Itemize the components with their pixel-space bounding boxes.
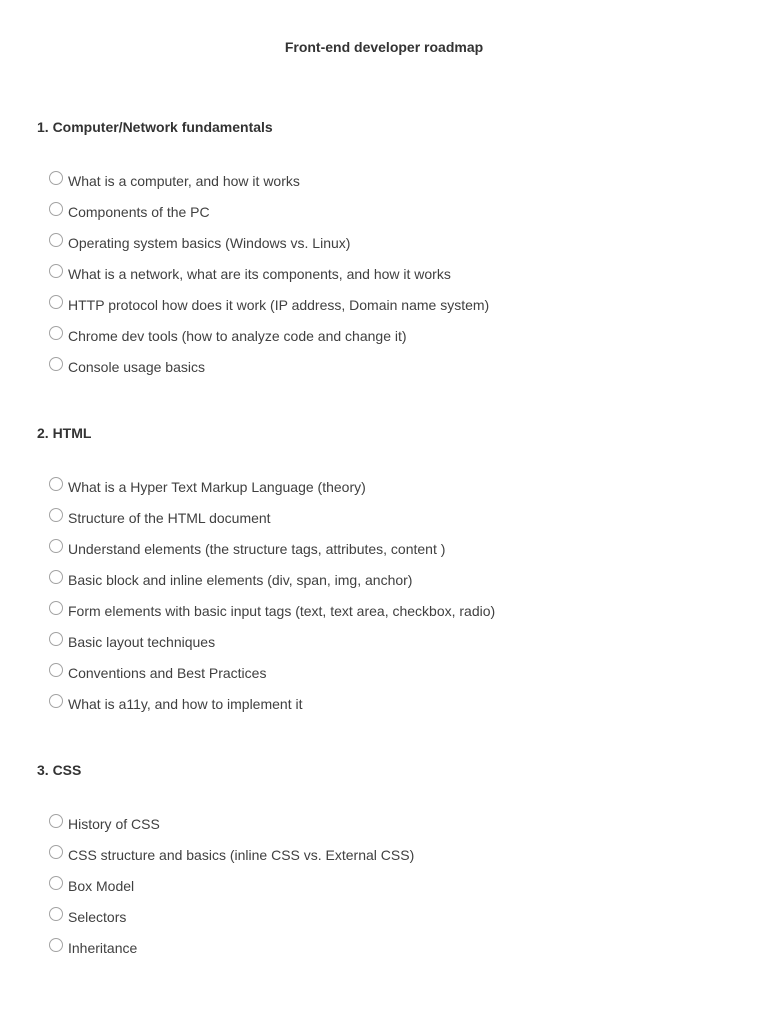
radio-circle-icon[interactable] <box>49 907 63 921</box>
list-item[interactable] <box>49 876 414 907</box>
radio-circle-icon[interactable] <box>49 876 63 890</box>
radio-circle-icon[interactable] <box>49 326 63 340</box>
item-label: Basic block and inline elements (div, span, img, anchor) <box>68 572 413 588</box>
radio-circle-icon[interactable] <box>49 171 63 185</box>
radio-circle-icon[interactable] <box>49 601 63 615</box>
radio-circle-icon[interactable] <box>49 938 63 952</box>
checklist <box>49 171 489 388</box>
item-label: HTTP protocol how does it work (IP address, Domain name system) <box>68 297 490 313</box>
item-label: Chrome dev tools (how to analyze code and change it) <box>68 328 407 344</box>
checklist <box>49 477 495 725</box>
page-title: Front-end developer roadmap <box>284 39 484 55</box>
radio-circle-icon[interactable] <box>49 539 63 553</box>
radio-circle-icon[interactable] <box>49 845 63 859</box>
list-item[interactable] <box>49 601 495 632</box>
item-label: What is a computer, and how it works <box>68 173 300 189</box>
list-item[interactable] <box>49 845 414 876</box>
list-item[interactable] <box>49 326 489 357</box>
list-item[interactable] <box>49 570 495 601</box>
item-label: Box Model <box>68 878 135 894</box>
radio-circle-icon[interactable] <box>49 694 63 708</box>
radio-circle-icon[interactable] <box>49 663 63 677</box>
list-item[interactable] <box>49 539 495 570</box>
radio-circle-icon[interactable] <box>49 508 63 522</box>
list-item[interactable] <box>49 632 495 663</box>
list-item[interactable] <box>49 357 489 388</box>
item-label: Components of the PC <box>68 204 210 220</box>
list-item[interactable] <box>49 295 489 326</box>
list-item[interactable] <box>49 938 414 969</box>
item-label: What is a11y, and how to implement it <box>68 696 303 712</box>
section-heading: 3. CSS <box>37 762 82 778</box>
item-label: CSS structure and basics (inline CSS vs. External CSS) <box>68 847 415 863</box>
list-item[interactable] <box>49 477 495 508</box>
item-label: Understand elements (the structure tags, attributes, content ) <box>68 541 446 557</box>
section-heading: 1. Computer/Network fundamentals <box>37 119 273 135</box>
section-heading: 2. HTML <box>37 425 92 441</box>
list-item[interactable] <box>49 171 489 202</box>
item-label: Form elements with basic input tags (text, text area, checkbox, radio) <box>68 603 496 619</box>
list-item[interactable] <box>49 508 495 539</box>
list-item[interactable] <box>49 694 495 725</box>
section-css <box>37 761 737 956</box>
list-item[interactable] <box>49 663 495 694</box>
item-label: Conventions and Best Practices <box>68 665 267 681</box>
list-item[interactable] <box>49 907 414 938</box>
radio-circle-icon[interactable] <box>49 295 63 309</box>
radio-circle-icon[interactable] <box>49 357 63 371</box>
item-label: Selectors <box>68 909 127 925</box>
item-label: What is a Hyper Text Markup Language (theory) <box>68 479 366 495</box>
radio-circle-icon[interactable] <box>49 632 63 646</box>
list-item[interactable] <box>49 814 414 845</box>
item-label: Console usage basics <box>68 359 205 375</box>
list-item[interactable] <box>49 264 489 295</box>
radio-circle-icon[interactable] <box>49 202 63 216</box>
radio-circle-icon[interactable] <box>49 570 63 584</box>
item-label: Inheritance <box>68 940 138 956</box>
radio-circle-icon[interactable] <box>49 477 63 491</box>
section-computer-network-fundamentals <box>37 118 737 375</box>
item-label: History of CSS <box>68 816 160 832</box>
list-item[interactable] <box>49 233 489 264</box>
section-html <box>37 424 737 712</box>
item-label: Structure of the HTML document <box>68 510 271 526</box>
radio-circle-icon[interactable] <box>49 264 63 278</box>
radio-circle-icon[interactable] <box>49 814 63 828</box>
item-label: Operating system basics (Windows vs. Linux) <box>68 235 351 251</box>
checklist <box>49 814 414 969</box>
radio-circle-icon[interactable] <box>49 233 63 247</box>
item-label: What is a network, what are its components, and how it works <box>68 266 451 282</box>
item-label: Basic layout techniques <box>68 634 216 650</box>
list-item[interactable] <box>49 202 489 233</box>
